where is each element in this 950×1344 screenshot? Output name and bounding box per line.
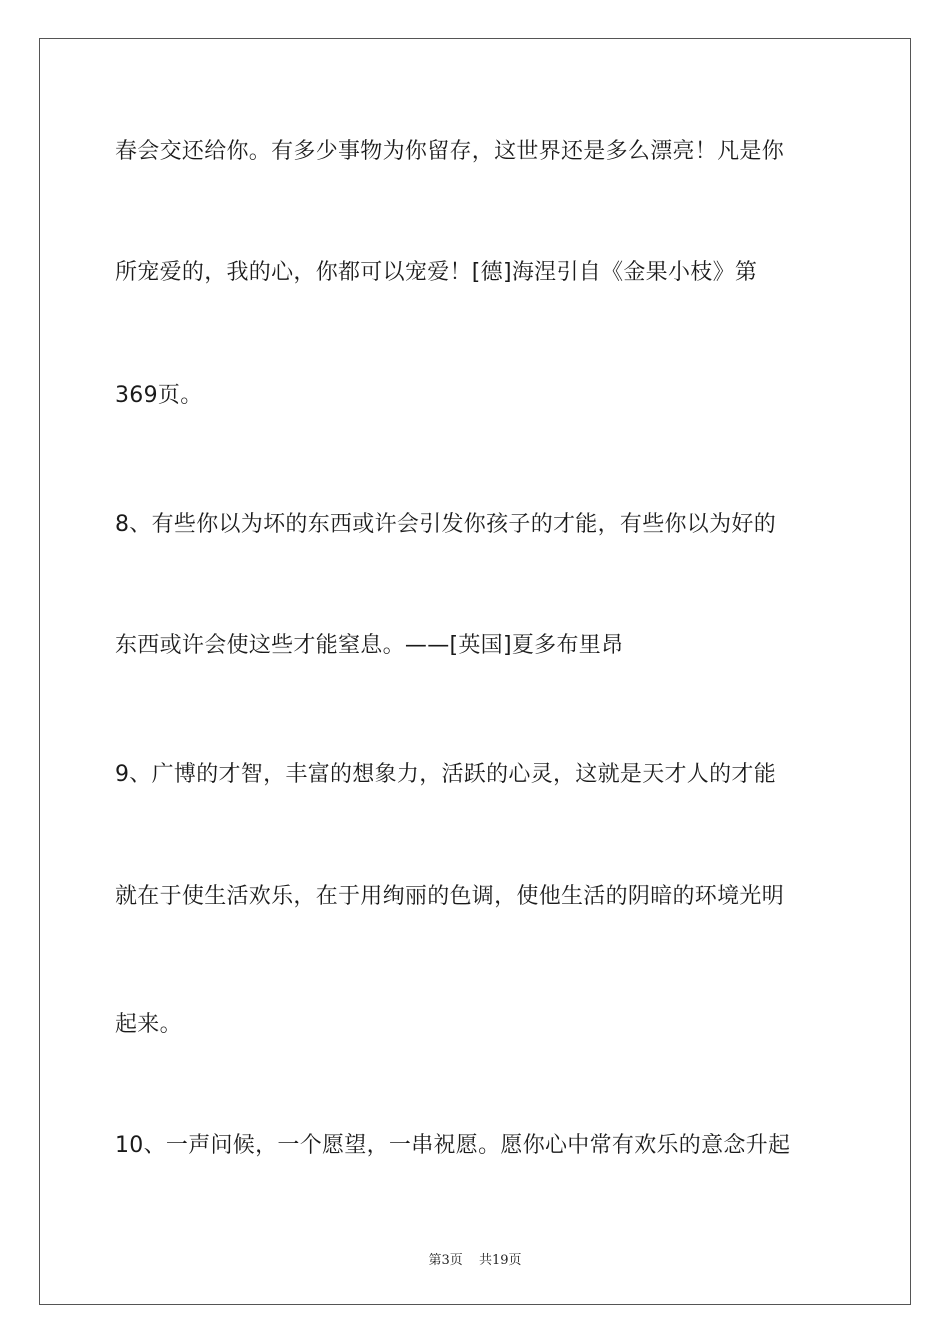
text-line-6: 9、广博的才智，丰富的想象力，活跃的心灵，这就是天才人的才能 [115, 762, 776, 787]
text-line-8: 起来。 [115, 1012, 182, 1037]
page-total: 共19页 [478, 1253, 522, 1268]
text-line-1: 春会交还给你。有多少事物为你留存，这世界还是多么漂亮！凡是你 [115, 139, 785, 164]
page-number: 第3页 [428, 1253, 463, 1268]
text-line-2: 所宠爱的，我的心，你都可以宠爱！[德]海涅引自《金果小枝》第 [115, 260, 758, 285]
text-line-3: 369页。 [115, 383, 203, 408]
text-line-5: 东西或许会使这些才能窒息。——[英国]夏多布里昂 [115, 633, 624, 658]
page-frame [39, 38, 911, 1305]
text-line-7: 就在于使生活欢乐，在于用绚丽的色调，使他生活的阴暗的环境光明 [115, 884, 785, 909]
text-line-9: 10、一声问候，一个愿望，一串祝愿。愿你心中常有欢乐的意念升起 [115, 1133, 791, 1158]
page-footer [0, 1249, 950, 1268]
text-line-4: 8、有些你以为坏的东西或许会引发你孩子的才能，有些你以为好的 [115, 512, 776, 537]
